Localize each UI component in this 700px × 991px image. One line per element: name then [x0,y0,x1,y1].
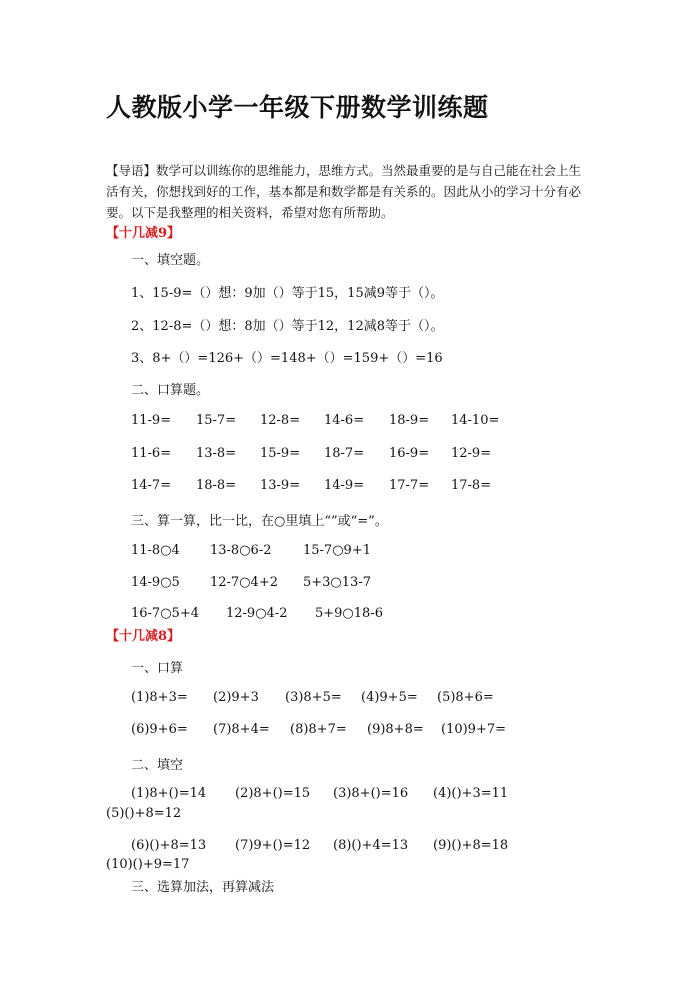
oral-item: (1)8+3= [131,690,188,705]
section-part-title: 二、口算题。 [131,383,210,398]
oral-item: 16-9= [389,446,430,461]
oral-item: 12-9= [451,446,492,461]
section-heading-sub8: 【十几减8】 [106,629,181,644]
section-part-title: 三、选算加法，再算减法 [131,880,275,895]
oral-item: 13-8= [196,446,237,461]
compare-item: 13-8○6-2 [210,543,272,558]
oral-item: 12-8= [260,413,301,428]
oral-item: (4)9+5= [361,690,418,705]
oral-item: (7)8+4= [213,722,270,737]
fill-item: (5)()+8=12 [106,806,182,821]
compare-item: 12-9○4-2 [226,606,288,621]
fill-question: 1、15-9=（）想：9加（）等于15，15减9等于（）。 [131,286,444,301]
oral-item: 13-9= [260,478,301,493]
oral-item: 18-7= [324,446,365,461]
oral-item: 18-9= [389,413,430,428]
oral-item: (2)9+3 [213,690,259,705]
fill-item: (9)()+8=18 [433,838,509,853]
oral-item: 14-7= [131,478,172,493]
fill-question: 2、12-8=（）想：8加（）等于12，12减8等于（）。 [131,319,444,334]
section-part-title: 一、口算 [131,661,184,676]
page-title: 人教版小学一年级下册数学训练题 [106,93,489,122]
intro-paragraph: 【导语】数学可以训练你的思维能力，思维方式。当然最重要的是与自己能在社会上生活有关，你想找到好的工作，基本都是和数学都是有关系的。因此从小的学习十分有必要。以下是我整理的相关资料，希望对您有所帮助。 [106,163,582,220]
oral-item: (5)8+6= [437,690,494,705]
oral-item: 15-7= [196,413,237,428]
fill-item: (8)()+4=13 [333,838,409,853]
oral-item: 11-6= [131,446,172,461]
oral-item: (6)9+6= [131,722,188,737]
fill-item: (1)8+()=14 [131,786,207,801]
oral-item: (3)8+5= [285,690,342,705]
section-part-title: 二、填空 [131,758,184,773]
oral-item: 17-8= [451,478,492,493]
compare-item: 11-8○4 [131,543,180,558]
oral-item: (10)9+7= [441,722,507,737]
fill-item: (2)8+()=15 [235,786,311,801]
compare-item: 5+9○18-6 [315,606,383,621]
oral-item: 14-6= [324,413,365,428]
section-part-title: 三、算一算，比一比，在○里填上“”或“=”。 [131,514,388,529]
oral-item: (8)8+7= [290,722,347,737]
compare-item: 5+3○13-7 [303,575,371,590]
oral-item: 15-9= [260,446,301,461]
oral-item: 11-9= [131,413,172,428]
compare-item: 15-7○9+1 [303,543,371,558]
fill-item: (3)8+()=16 [333,786,409,801]
compare-item: 12-7○4+2 [210,575,278,590]
oral-item: (9)8+8= [367,722,424,737]
oral-item: 14-9= [324,478,365,493]
fill-item: (4)()+3=11 [433,786,509,801]
compare-item: 16-7○5+4 [131,606,199,621]
compare-item: 14-9○5 [131,575,180,590]
fill-item: (7)9+()=12 [235,838,311,853]
fill-question: 3、8+（）=126+（）=148+（）=159+（）=16 [131,351,443,366]
section-heading-sub9: 【十几减9】 [106,226,181,241]
section-part-title: 一、填空题。 [131,253,210,268]
fill-item: (6)()+8=13 [131,838,207,853]
oral-item: 14-10= [451,413,500,428]
oral-item: 18-8= [196,478,237,493]
oral-item: 17-7= [389,478,430,493]
fill-item: (10)()+9=17 [106,857,190,872]
